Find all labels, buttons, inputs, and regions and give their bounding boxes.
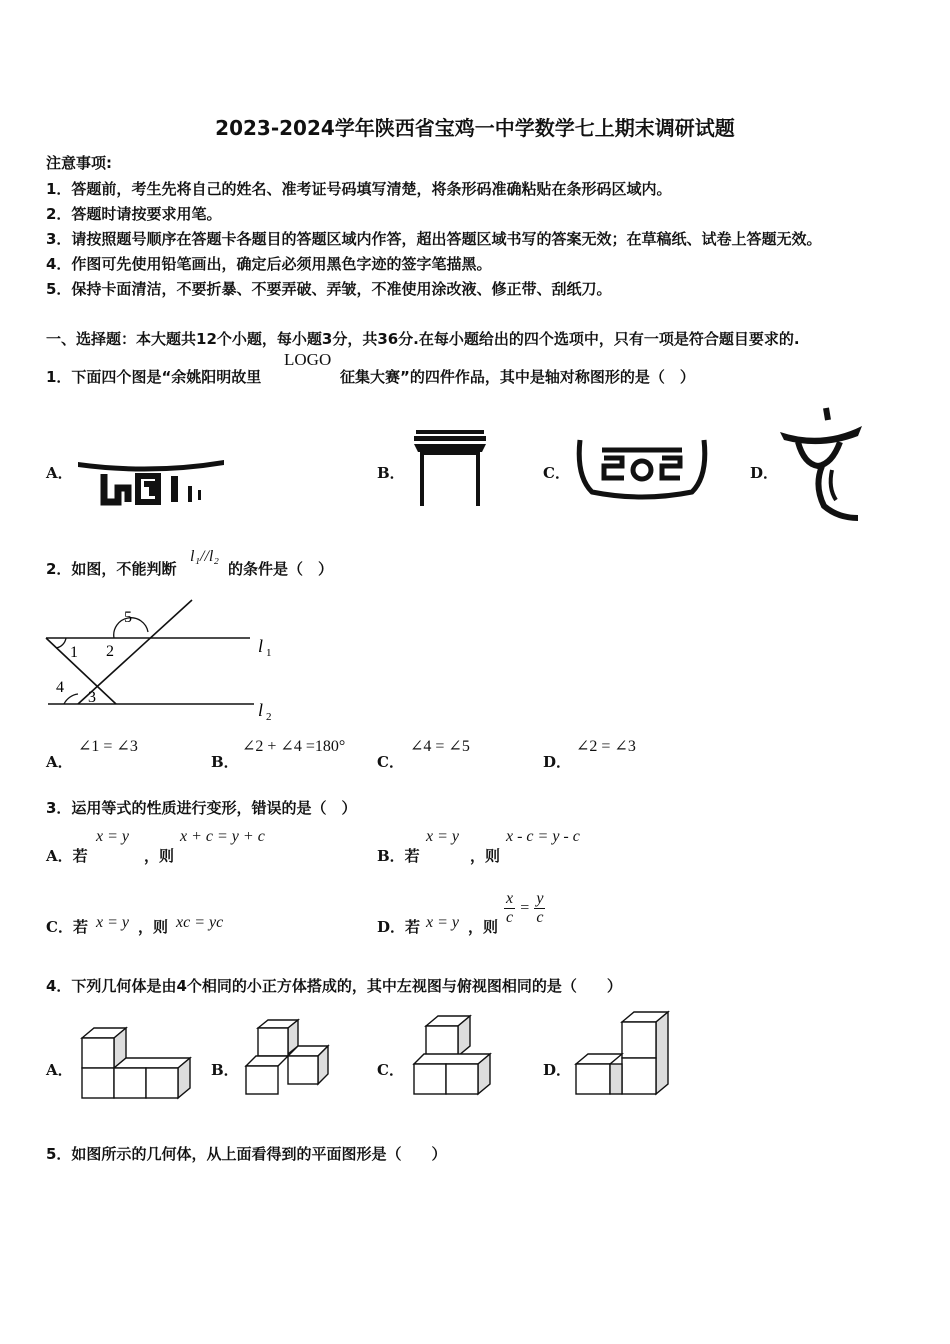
q1-option-d: D． — [750, 464, 779, 482]
section-heading: 一、选择题：本大题共12个小题，每小题3分，共36分.在每小题给出的四个选项中，只有一项是符合题目要求的. — [46, 330, 800, 348]
q2-stem-pre: 2．如图，不能判断 — [46, 560, 177, 578]
q3-option-b-result: x - c = y - c — [506, 828, 580, 845]
q4-cube-stack-a — [80, 1024, 198, 1100]
q2-option-c-label: C． — [377, 753, 404, 771]
q5-stem: 5．如图所示的几何体，从上面看得到的平面图形是（ ） — [46, 1145, 447, 1163]
q3-stem: 3．运用等式的性质进行变形，错误的是（ ） — [46, 799, 357, 817]
q2-option-b-expr: ∠2 + ∠4 =180° — [242, 738, 346, 755]
q1-logo-a-image — [76, 452, 226, 510]
q3-option-b-label: B．若 — [377, 847, 420, 865]
angle-4-label: 4 — [56, 679, 64, 696]
angle-1-label: 1 — [70, 644, 78, 661]
notice-item-3: 3．请按照题号顺序在答题卡各题目的答题区域内作答，超出答题区域书写的答案无效；在草稿纸、试卷上答题无效。 — [46, 230, 822, 248]
q3-option-d-cond: x = y — [426, 914, 459, 931]
angle-2-label: 2 — [106, 643, 114, 660]
q3-option-b-cond: x = y — [426, 828, 459, 845]
q1-option-b: B． — [377, 464, 405, 482]
page-title: 2023-2024学年陕西省宝鸡一中学数学七上期末调研试题 — [215, 116, 735, 140]
fraction-x-over-c: $\frac{x}{c}$ — [506, 890, 514, 926]
q3-option-a-result: x + c = y + c — [180, 828, 265, 845]
q2-option-a-expr: ∠1 = ∠3 — [78, 738, 138, 755]
q3-option-a-label: A．若 — [46, 847, 88, 865]
q4-cube-stack-d — [574, 1010, 676, 1098]
q3-option-c-then: ，则 — [138, 918, 169, 936]
q4-option-a: A． — [46, 1061, 73, 1079]
q3-option-a-cond: x = y — [96, 828, 129, 845]
q3-option-c-result: xc = yc — [176, 914, 224, 931]
q4-option-d: D． — [543, 1061, 572, 1079]
q3-option-b-then: ，则 — [470, 847, 501, 865]
q2-parallel-relation: l₁//l₂ — [190, 548, 219, 565]
notice-item-2: 2．答题时请按要求用笔。 — [46, 205, 222, 223]
q3-option-d-then: ，则 — [468, 918, 499, 936]
q2-option-c-expr: ∠4 = ∠5 — [410, 738, 470, 755]
q1-stem-pre: 1．下面四个图是“余姚阳明故里 — [46, 368, 262, 386]
l2-subscript: 2 — [266, 711, 272, 723]
q3-option-c-label: C．若 — [46, 918, 88, 936]
q3-option-a-then: ，则 — [144, 847, 175, 865]
q2-option-d-expr: ∠2 = ∠3 — [576, 738, 636, 755]
notice-item-5: 5．保持卡面清洁，不要折暴、不要弄破、弄皱，不准使用涂改液、修正带、刮纸刀。 — [46, 280, 612, 298]
q1-option-a: A． — [46, 464, 73, 482]
q1-logo-word: LOGO — [284, 350, 332, 369]
q2-option-d-label: D． — [543, 753, 572, 771]
q4-stem: 4．下列几何体是由4个相同的小正方体搭成的，其中左视图与俯视图相同的是（ ） — [46, 977, 622, 995]
q3-option-d-fraction-equation: $\frac{x}{c}$ = $\frac{y}{c}$ — [506, 890, 544, 926]
notice-item-1: 1．答题前，考生先将自己的姓名、准考证号码填写清楚，将条形码准确粘贴在条形码区域内。 — [46, 180, 672, 198]
l1-subscript: 1 — [266, 647, 272, 659]
q4-cube-stack-c — [412, 1014, 496, 1098]
notice-heading: 注意事项: — [46, 154, 112, 172]
angle-3-label: 3 — [88, 689, 96, 706]
fraction-y-over-c: $\frac{y}{c}$ — [536, 890, 544, 926]
q1-logo-d-image — [778, 406, 866, 522]
l1-label: l — [258, 636, 264, 656]
q4-option-c: C． — [377, 1061, 404, 1079]
q1-logo-c-image — [574, 436, 710, 500]
q4-cube-stack-b — [244, 1018, 334, 1098]
q2-option-a-label: A． — [46, 753, 73, 771]
q2-stem-post: 的条件是（ ） — [228, 560, 334, 578]
q2-parallel-lines-figure — [44, 598, 284, 722]
q1-option-c: C． — [543, 464, 570, 482]
q1-stem-post: 征集大赛”的四件作品，其中是轴对称图形的是（ ） — [340, 368, 695, 386]
angle-5-label: 5 — [124, 609, 132, 626]
q3-option-d-label: D．若 — [377, 918, 421, 936]
notice-item-4: 4．作图可先使用铅笔画出，确定后必须用黑色字迹的签字笔描黑。 — [46, 255, 492, 273]
q2-option-b-label: B． — [211, 753, 239, 771]
l2-label: l — [258, 700, 264, 720]
q1-logo-b-image — [414, 428, 486, 506]
q4-option-b: B． — [211, 1061, 239, 1079]
q3-option-c-cond: x = y — [96, 914, 129, 931]
